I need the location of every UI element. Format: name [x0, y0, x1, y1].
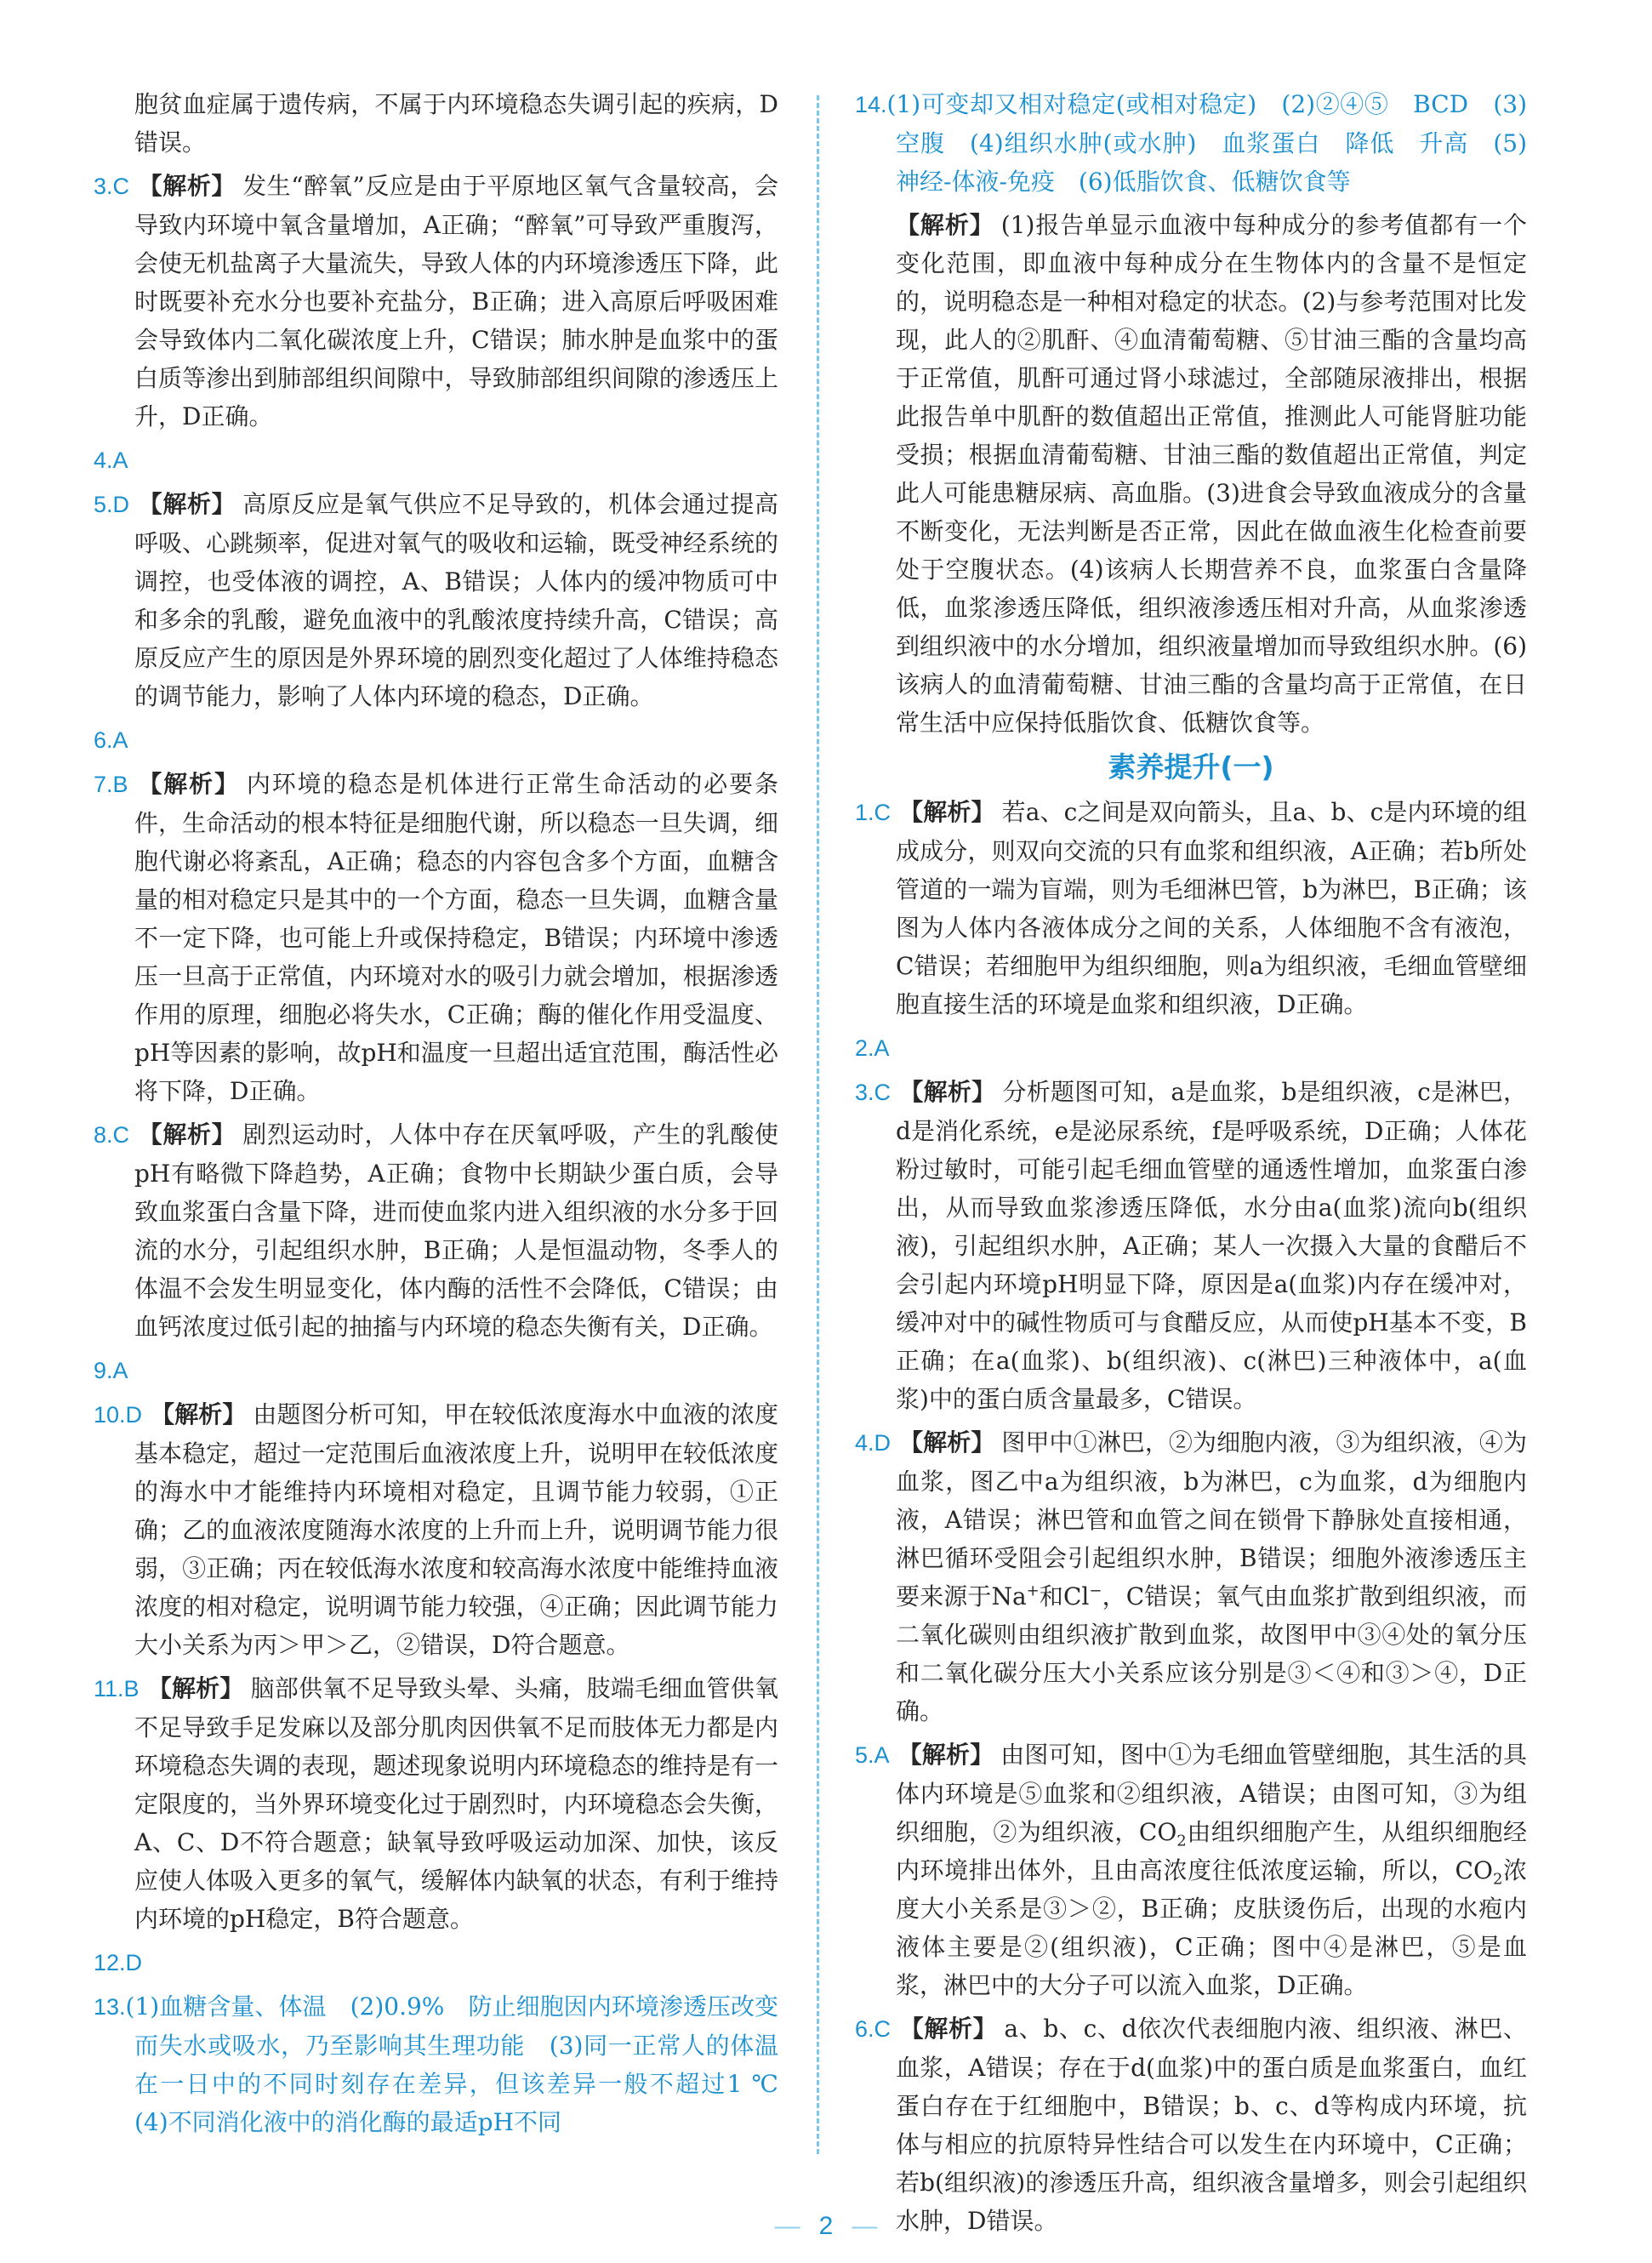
answer-letter: B [112, 772, 128, 797]
answer-letter: C [874, 800, 892, 825]
answer-letter: A [874, 1035, 890, 1061]
answer-12 [94, 1943, 778, 1982]
question-number: 14. [855, 92, 887, 117]
answer-4 [94, 441, 778, 480]
question-number: 11. [94, 1676, 124, 1702]
question-number: 5. [94, 492, 113, 517]
page-footer [0, 2212, 1652, 2241]
analysis-text: 浓度大小关系是③＞②，B正确；皮肤烫伤后，出现的水疱内液体主要是②(组织液)，C正确；图中④是淋巴，⑤是血浆，淋巴中的大分子可以流入血浆，D正确。 [896, 1856, 1527, 1999]
analysis-tag: 【解析】 [899, 2015, 998, 2043]
analysis-tag: 【解析】 [138, 1120, 236, 1149]
answer-8 [94, 1115, 778, 1346]
question-number: 1. [855, 800, 874, 825]
analysis-text: 和Cl [1039, 1582, 1090, 1610]
continued-text: 胞贫血症属于遗传病，不属于内环境稳态失调引起的疾病，D错误。 [134, 90, 778, 157]
question-number: 7. [94, 772, 113, 797]
analysis-text: 发生“醉氧”反应是由于平原地区氧气含量较高，会导致内环境中氧含量增加，A正确；“醉氧”可导致严重腹泻，会使无机盐离子大量流失，导致人体的内环境渗透压下降，此时既要补充水分也要补充盐分，B正确；进入高原后呼吸困难会导致体内二氧化碳浓度上升，C错误；肺水肿是血浆中的蛋白质等渗出到肺部组织间隙中，导致肺部组织间隙的渗透压上升，D正确。 [134, 172, 778, 430]
section-answer-6 [855, 2009, 1527, 2240]
analysis-tag: 【解析】 [899, 1078, 996, 1106]
subscript: 2 [1176, 1832, 1187, 1850]
question-number: 10. [94, 1402, 126, 1428]
analysis-text: 图甲中①淋巴，②为细胞内液，③为组织液，④为血浆，图乙中a为组织液，b为淋巴，c为血浆，d为细胞内液，A错误；淋巴管和血管之间在锁骨下静脉处直接相通，淋巴循环受阻会引起组织水肿，B错误；细胞外液渗透压主要来源于Na [896, 1428, 1527, 1610]
analysis-tag: 【解析】 [151, 1400, 247, 1428]
answer-9 [94, 1351, 778, 1390]
analysis-tag: 【解析】 [897, 1741, 994, 1769]
question-number: 6. [94, 727, 113, 753]
question-number: 4. [94, 447, 113, 473]
answer-letter: A [112, 1358, 128, 1383]
answer-text: (1)可变却又相对稳定(或相对稳定) (2)②④⑤ BCD (3)空腹 (4)组织水肿(或水肿) 血浆蛋白 降低 升高 (5)神经-体液-免疫 (6)低脂饮食、低糖饮食等 [886, 90, 1527, 196]
analysis-tag: 【解析】 [147, 1674, 244, 1702]
section-title: 素养提升(一) [1108, 750, 1274, 784]
superscript: − [1089, 1582, 1102, 1600]
answer-letter: D [112, 492, 130, 517]
answer-letter: D [874, 1430, 892, 1456]
question-number: 5. [855, 1742, 874, 1768]
question-number: 12. [94, 1950, 126, 1975]
analysis-text: 内环境的稳态是机体进行正常生命活动的必要条件，生命活动的根本特征是细胞代谢，所以稳态一旦失调，细胞代谢必将紊乱，A正确；稳态的内容包含多个方面，血糖含量的相对稳定只是其中的一个方面，稳态一旦失调，血糖含量不一定下降，也可能上升或保持稳定，B错误；内环境中渗透压一旦高于正常值，内环境对水的吸引力就会增加，根据渗透作用的原理，细胞必将失水，C正确；酶的催化作用受温度、pH等因素的影响，故pH和温度一旦超出适宜范围，酶活性必将下降，D正确。 [134, 770, 778, 1105]
analysis-text: 高原反应是氧气供应不足导致的，机体会通过提高呼吸、心跳频率，促进对氧气的吸收和运输，既受神经系统的调控，也受体液的调控，A、B错误；人体内的缓冲物质可中和多余的乳酸，避免血液中的乳酸浓度持续升高，C错误；高原反应产生的原因是外界环境的剧烈变化超过了人体维持稳态的调节能力，影响了人体内环境的稳态，D正确。 [134, 490, 778, 710]
section-answer-2 [855, 1029, 1527, 1068]
answer-letter: D [125, 1402, 143, 1428]
analysis-text: 脑部供氧不足导致头晕、头痛，肢端毛细血管供氧不足导致手足发麻以及部分肌肉因供氧不足而肢体无力都是内环境稳态失调的表现，题述现象说明内环境稳态的维持是有一定限度的，当外界环境变化过于剧烈时，内环境稳态会失衡，A、C、D不符合题意；缺氧导致呼吸运动加深、加快，该反应使人体吸入更多的氧气，缓解体内缺氧的状态，有利于维持内环境的pH稳定，B符合题意。 [134, 1674, 778, 1933]
superscript: + [1026, 1582, 1040, 1600]
question-number: 4. [855, 1430, 874, 1456]
answer-6 [94, 721, 778, 760]
analysis-text: 分析题图可知，a是血浆，b是组织液，c是淋巴，d是消化系统，e是泌尿系统，f是呼吸系统，D正确；人体花粉过敏时，可能引起毛细血管壁的通透性增加，血浆蛋白渗出，从而导致血浆渗透压降低，水分由a(血浆)流向b(组织液)，引起组织水肿，A正确；某人一次摄入大量的食醋后不会引起内环境pH明显下降，原因是a(血浆)内存在缓冲对，缓冲对中的碱性物质可与食醋反应，从而使pH基本不变，B正确；在a(血浆)、b(组织液)、c(淋巴)三种液体中，a(血浆)中的蛋白质含量最多，C错误。 [896, 1078, 1527, 1413]
section-answer-3 [855, 1073, 1527, 1418]
analysis-text: 若a、c之间是双向箭头，且a、b、c是内环境的组成成分，则双向交流的只有血浆和组织液，A正确；若b所处管道的一端为盲端，则为毛细淋巴管，b为淋巴，B正确；该图为人体内各液体成分之间的关系，人体细胞不含有液泡，C错误；若细胞甲为组织细胞，则a为组织液，毛细血管壁细胞直接生活的环境是血浆和组织液，D正确。 [896, 798, 1527, 1018]
answer-letter: A [112, 447, 128, 473]
analysis-tag: 【解析】 [138, 172, 236, 200]
analysis-text: 由题图分析可知，甲在较低浓度海水中血液的浓度基本稳定，超过一定范围后血液浓度上升，说明甲在较低浓度的海水中才能维持内环境相对稳定，且调节能力较弱，①正确；乙的血液浓度随海水浓度的上升而上升，说明调节能力很弱，③正确；丙在较低海水浓度和较高海水浓度中能维持血液浓度的相对稳定，说明调节能力较强，④正确；因此调节能力大小关系为丙＞甲＞乙，②错误，D符合题意。 [134, 1400, 778, 1659]
answer-text: (1)血糖含量、体温 (2)0.9% 防止细胞因内环境渗透压改变而失水或吸水，乃至影响其生理功能 (3)同一正常人的体温在一日中的不同时刻存在差异，但该差异一般不超过1 ℃ (4)不同消化液中的消化酶的最适pH不同 [125, 1992, 803, 2136]
answer-10 [94, 1395, 778, 1664]
analysis-text: (1)报告单显示血液中每种成分的参考值都有一个变化范围，即血液中每种成分在生物体内的含量不是恒定的，说明稳态是一种相对稳定的状态。(2)与参考范围对比发现，此人的②肌酐、④血清葡萄糖、⑤甘油三酯的含量均高于正常值，肌酐可通过肾小球滤过，全部随尿液排出，根据此报告单中肌酐的数值超出正常值，推测此人可能肾脏功能受损；根据血清葡萄糖、甘油三酯的数值超出正常值，判定此人可能患糖尿病、高血脂。(3)进食会导致血液成分的含量不断变化，无法判断是否正常，因此在做血液生化检查前要处于空腹状态。(4)该病人长期营养不良，血浆蛋白含量降低，血浆渗透压降低，组织液渗透压相对升高，从血浆渗透到组织液中的水分增加，组织液量增加而导致组织水肿。(6)该病人的血清葡萄糖、甘油三酯的含量均高于正常值，在日常生活中应保持低脂饮食、低糖饮食等。 [896, 211, 1527, 737]
analysis-text: 由图可知，图中①为毛细血管壁细胞，其生活的具体内环境是⑤血浆和②组织液，A错误；由图可知，③为组织细胞，②为组织液，CO [896, 1741, 1527, 1846]
footer-dash-left: — [774, 2212, 800, 2240]
answer-13 [94, 1987, 803, 2141]
question-number: 2. [855, 1035, 874, 1061]
column-divider [817, 95, 819, 2154]
analysis-tag: 【解析】 [896, 211, 994, 239]
answer-3 [94, 167, 778, 436]
answer-11 [94, 1669, 778, 1938]
question-number: 3. [94, 174, 113, 199]
answer-14-analysis [855, 206, 1527, 742]
question-number: 6. [855, 2016, 874, 2042]
question-number: 8. [94, 1122, 113, 1148]
answer-5 [94, 485, 778, 715]
answer-letter: C [874, 2016, 892, 2042]
analysis-tag: 【解析】 [899, 798, 995, 826]
analysis-tag: 【解析】 [136, 770, 240, 798]
analysis-text: 剧烈运动时，人体中存在厌氧呼吸，产生的乳酸使pH有略微下降趋势，A正确；食物中长期缺少蛋白质，会导致血浆蛋白含量下降，进而使血浆内进入组织液的水分多于回流的水分，引起组织水肿，B正确；人是恒温动物，冬季人的体温不会发生明显变化，体内酶的活性不会降低，C错误；由血钙浓度过低引起的抽搐与内环境的稳态失衡有关，D正确。 [134, 1120, 778, 1341]
answer-letter: B [123, 1676, 140, 1702]
footer-dash-right: — [852, 2212, 878, 2240]
answer-letter: C [112, 1122, 130, 1148]
subscript: 2 [1492, 1870, 1503, 1889]
answer-letter: C [874, 1080, 892, 1105]
section-answer-4 [855, 1423, 1527, 1730]
section-answer-1 [855, 793, 1527, 1023]
answer-letter: D [125, 1950, 143, 1975]
analysis-text: a、b、c、d依次代表细胞内液、组织液、淋巴、血浆，A错误；存在于d(血浆)中的蛋白质是血浆蛋白，血红蛋白存在于红细胞中，B错误；b、c、d等构成内环境，抗体与相应的抗原特异性结合可以发生在内环境中，C正确；若b(组织液)的渗透压升高，组织液含量增多，则会引起组织水肿，D错误。 [896, 2015, 1527, 2235]
analysis-text: ，C错误；氧气由血浆扩散到组织液，而二氧化碳则由组织液扩散到血浆，故图甲中③④处的氧分压和二氧化碳分压大小关系应该分别是③＜④和③＞④，D正确。 [896, 1582, 1527, 1725]
right-column [855, 85, 1527, 2245]
question-number: 3. [855, 1080, 874, 1105]
answer-letter: C [112, 174, 130, 199]
answer-14 [855, 85, 1527, 201]
answer-letter: A [874, 1742, 890, 1768]
analysis-text: 由组织细胞产生，从组织细胞经内环境排出体外，且由高浓度往低浓度运输，所以，CO [896, 1818, 1527, 1884]
answer-letter: A [112, 727, 128, 753]
answer-7 [94, 765, 778, 1110]
left-column [94, 85, 803, 2146]
section-answer-5 [855, 1736, 1527, 2004]
analysis-tag: 【解析】 [138, 490, 236, 518]
question-number: 13. [94, 1994, 126, 2020]
analysis-tag: 【解析】 [899, 1428, 995, 1456]
question-number: 9. [94, 1358, 113, 1383]
page-number: 2 [818, 2212, 834, 2240]
